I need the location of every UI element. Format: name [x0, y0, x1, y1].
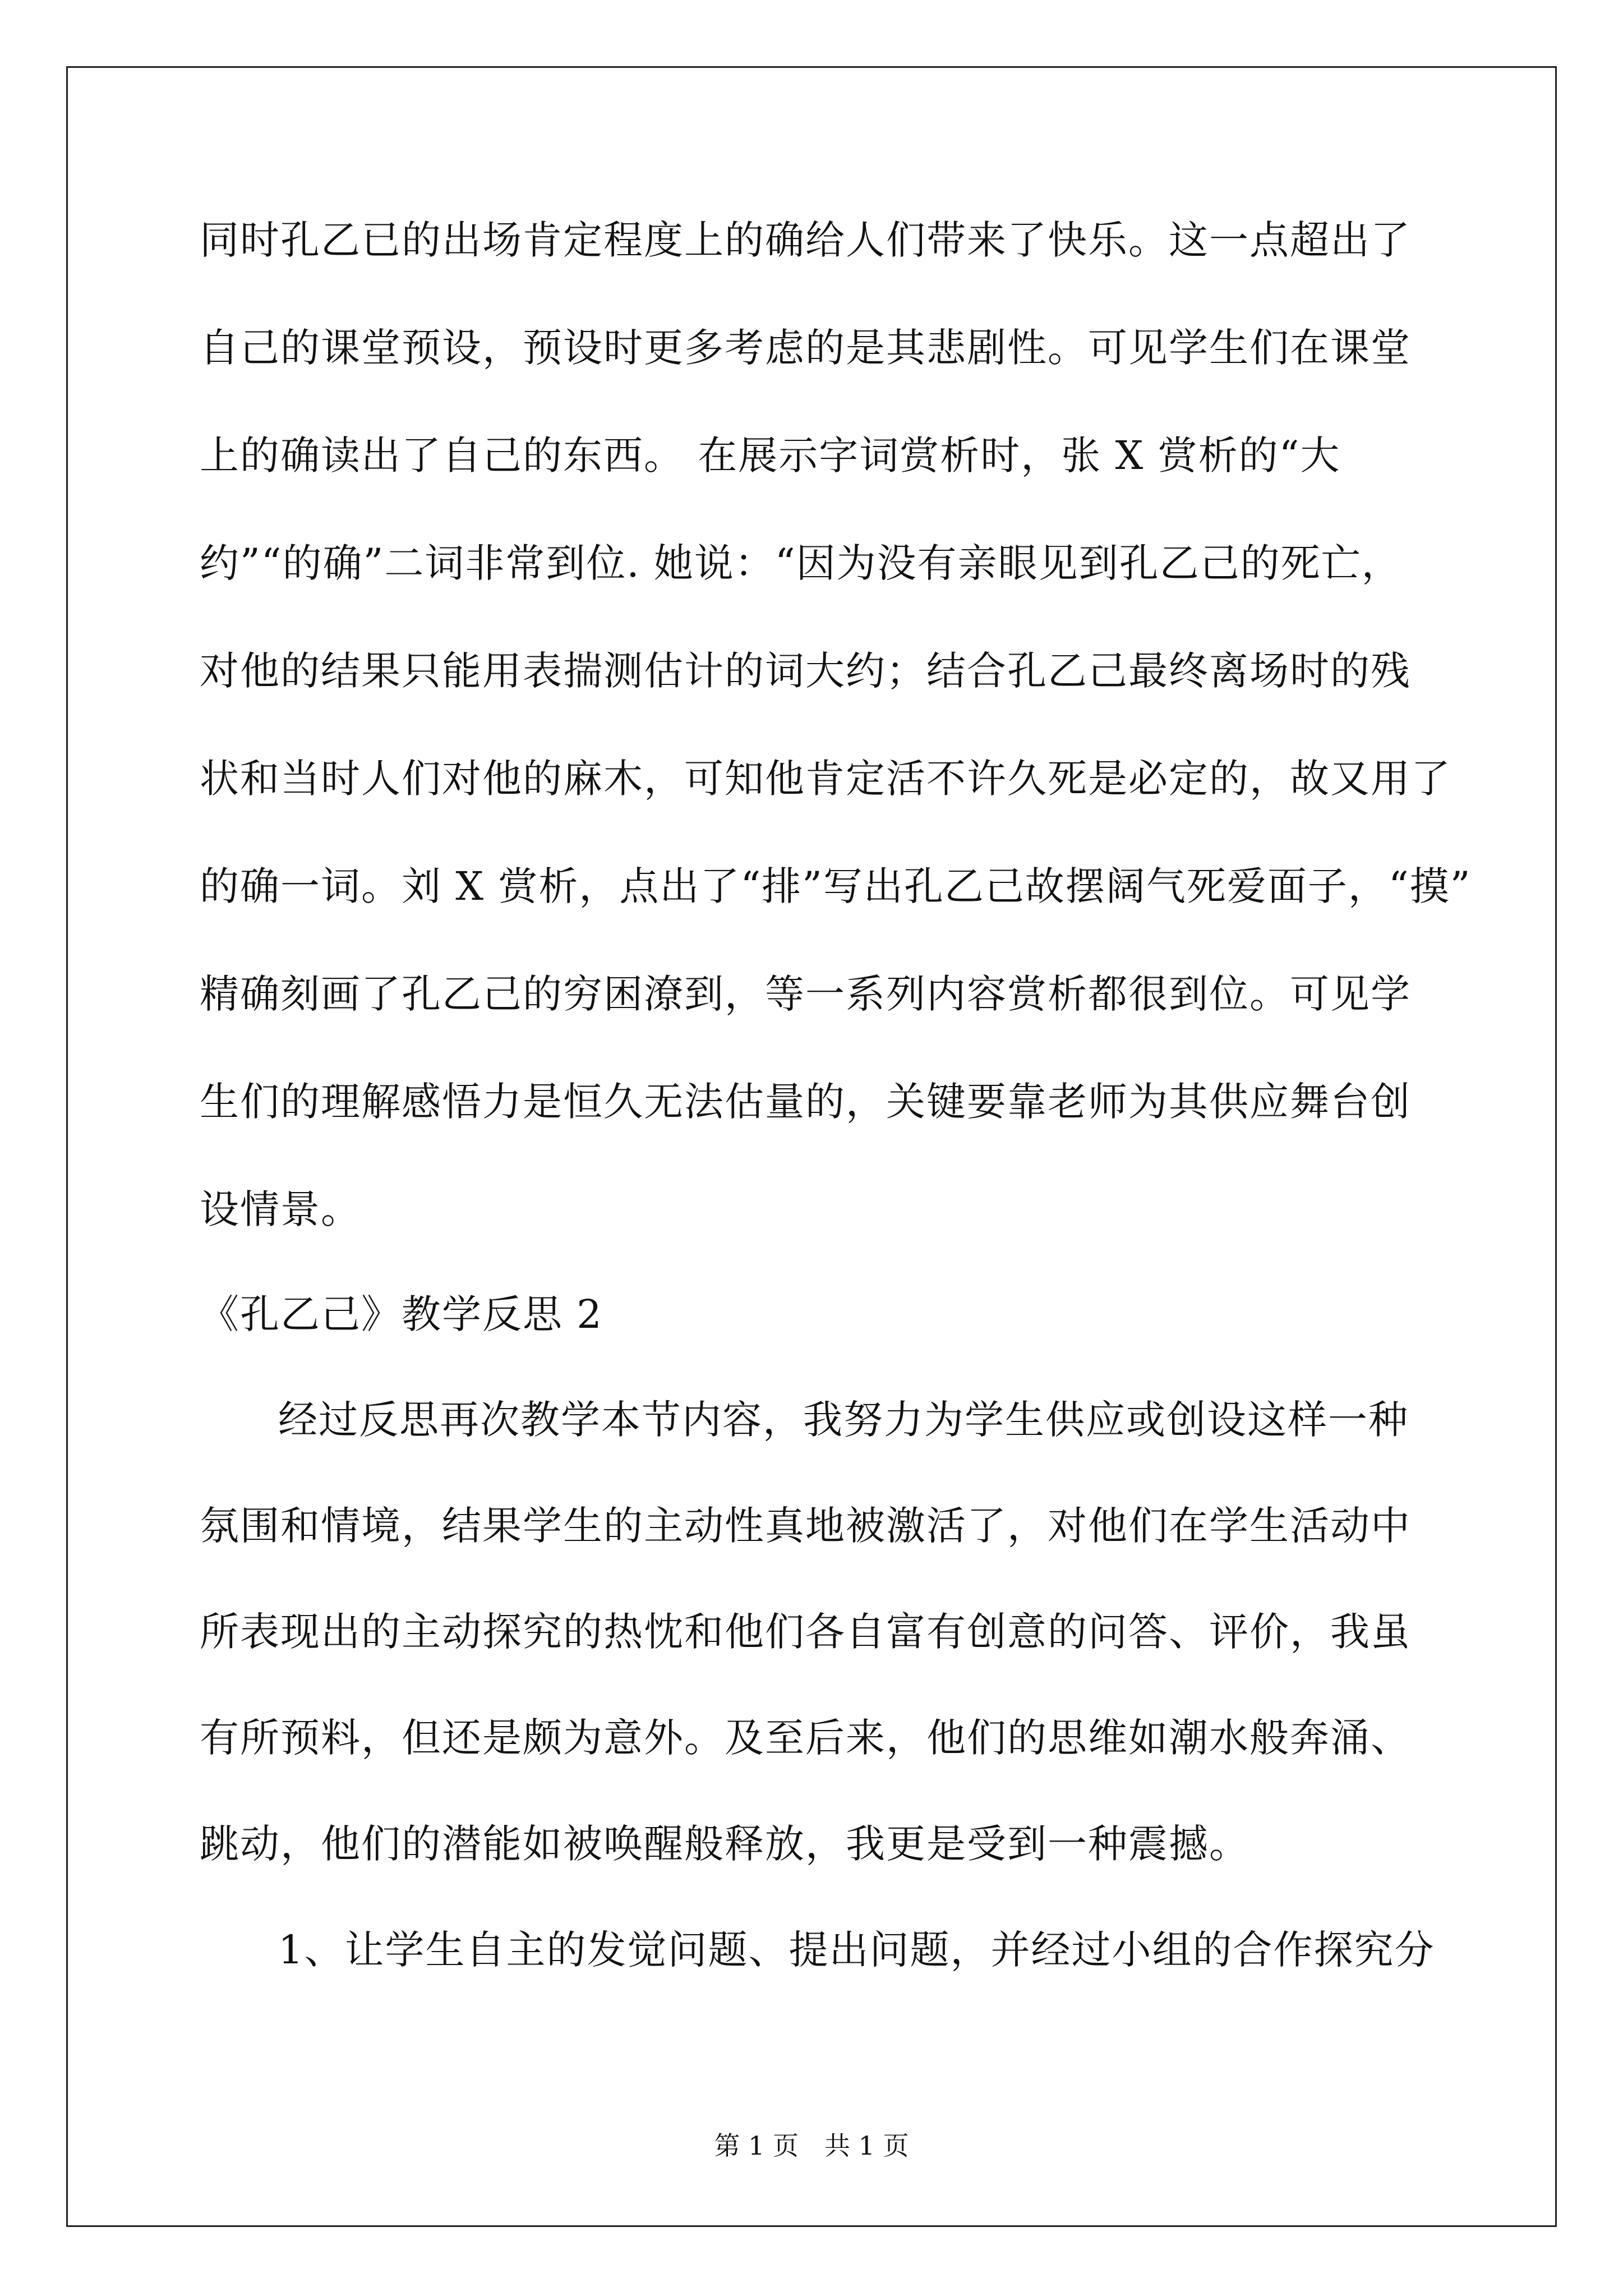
section-heading: 《孔乙己》教学反思 2: [200, 1291, 603, 1337]
text-line: 跳动，他们的潜能如被唤醒般释放，我更是受到一种震撼。: [200, 1821, 1249, 1867]
page-footer: 第 1 页 共 1 页: [714, 2131, 909, 2161]
text-line: 有所预料，但还是颇为意外。及至后来，他们的思维如潮水般奔涌、: [200, 1715, 1411, 1761]
text-line: 同时孔乙已的出场肯定程度上的确给人们带来了快乐。这一点超出了: [200, 217, 1411, 263]
text-line: 上的确读出了自己的东西。 在展示字词赏析时，张 X 赏析的“大: [200, 432, 1341, 478]
text-line: 对他的结果只能用表揣测估计的词大约；结合孔乙己最终离场时的残: [200, 648, 1411, 694]
text-line: 状和当时人们对他的麻木，可知他肯定活不许久死是必定的，故又用了: [200, 756, 1451, 802]
text-line: 自己的课堂预设，预设时更多考虑的是其悲剧性。可见学生们在课堂: [200, 325, 1411, 371]
page-border: [66, 66, 1557, 2227]
text-line: 精确刻画了孔乙己的穷困潦到，等一系列内容赏析都很到位。可见学: [200, 971, 1411, 1017]
paragraph-first-line: 经过反思再次教学本节内容，我努力为学生供应或创设这样一种: [278, 1397, 1409, 1443]
text-line: 氛围和情境，结果学生的主动性真地被激活了，对他们在学生活动中: [200, 1503, 1411, 1549]
text-line: 生们的理解感悟力是恒久无法估量的，关键要靠老师为其供应舞台创: [200, 1079, 1411, 1125]
text-line: 设情景。: [200, 1186, 361, 1232]
list-item-first-line: 1、让学生自主的发觉问题、提出问题，并经过小组的合作探究分: [278, 1927, 1435, 1973]
text-line: 所表现出的主动探究的热忱和他们各自富有创意的问答、评价，我虽: [200, 1609, 1411, 1655]
text-line: 约”“的确”二词非常到位. 她说：“因为没有亲眼见到孔乙己的死亡，: [200, 540, 1402, 586]
text-line: 的确一词。刘 X 赏析，点出了“排”写出孔乙己故摆阔气死爱面子，“摸”: [200, 863, 1472, 909]
